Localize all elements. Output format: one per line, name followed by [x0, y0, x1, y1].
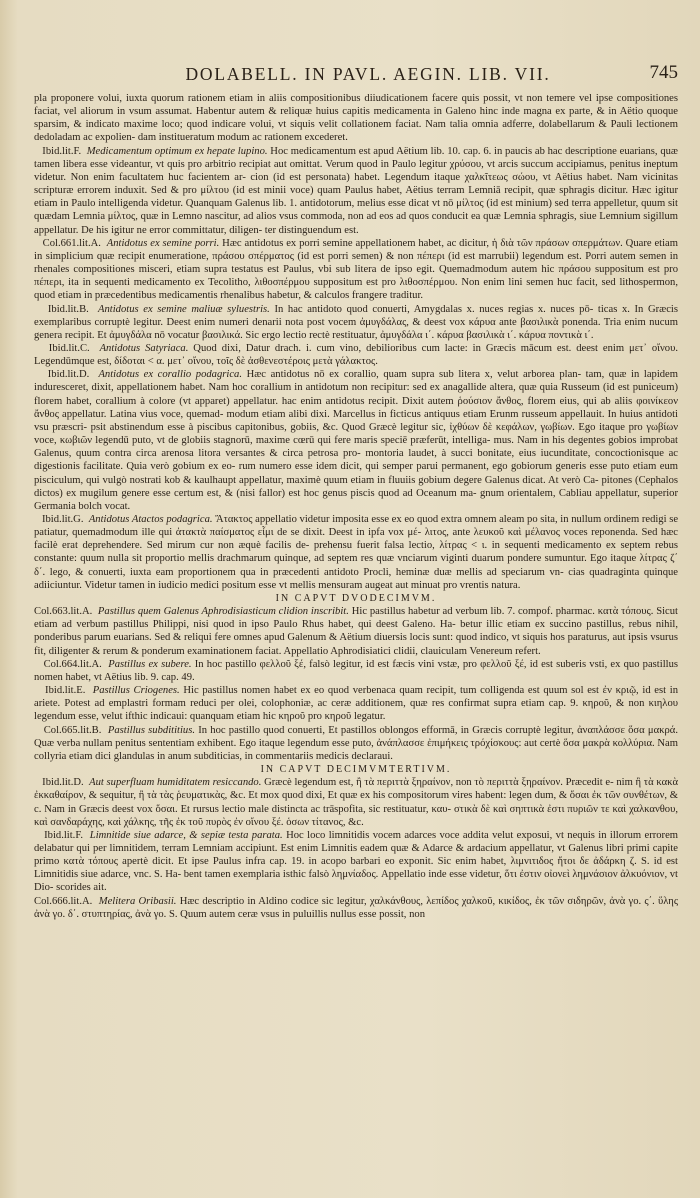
paragraph-text: Hoc medicamentum est apud Aëtium lib. 10. cap. 6. in paucis ab hac descriptione euarians, quæ tamen libera esse videantur, vt quis pro arbitrio recipiat aut omittat. Verum quod in Paulo legitur χρύσου, vt arcis succum accipiamus, penitus ineptum videtur. Non enim facultatem huc facientem ar- cion (id est personata) habet. Legendum itaque χαλκῖτεως σώου, vt Aëtius habet. Nam vicinitas scripturæ errorem induxit. Sed & pro μίλτου (id est minii voce) quam Paulus habet, Aëtius terram Lemniā recipit, quæ sphragis dicitur. Hæc igitur etiam in Paulo intelligenda videtur. Quanquam Galenus lib. 1. antidotorum, melius esse dicat vt nō μίλτος (id est minium) sed terra appelletur, quum sit quædam Lemnia μίλτος, quæ in Lemno nascitur, ad alios vsus commoda, non ad eos ad quos conducit ea quæ Lemnia sphragis, siue Lemnium sigillum appellatur. De his igitur ne error committatur, diligen- ter distinguendum est.	[34, 145, 679, 236]
entry-heading: Antidotus ex semine maliuæ syluestris.	[98, 303, 270, 315]
paragraph-text: Ἄτακτος appellatio videtur imposita esse ex eo quod extra omnem aleam po sita, in nullum ordinem redigi se patiatur, quemadmodum ille qui ἀτακτὰ παίσματος εἶμι de se dixit. Deest in ipfa vox μέ- λιτος, ante λευκοῦ καὶ μέλανος voces reponenda. Sed hæc facilè erat deprehendere. Sed mirum cur non æquè facilis de- prehensu fuerit falsa lectio, λίτρας < ι. in sequenti medicamento ex septem rebus constante: quum nulla sit proportio mellis drachmarum quinque, ad septem res quæ vnciarum viginti duarum pondere sumuntur. Ego itaque λίτρας ζ΄ δ΄. lego, & conuerti, iuxta eam proportionem qua in præcedenti antidoto Procli, heminæ duæ mellis ad speciarum vn- cias quadraginta quinque adiiciuntur. Videtur tamen in iudicio medici positum esse vt mellis mensuram augeat aut minuat pro vrentis natura.	[34, 514, 679, 591]
column-reference: Ibid.lit.F.	[42, 145, 82, 157]
entry-heading: Limnitide siue adarce, & sepiæ testa parata.	[89, 829, 283, 841]
column-reference: Ibid.lit.D.	[47, 369, 90, 381]
paragraph	[34, 684, 678, 723]
entry-heading: Pastillus subdititius.	[107, 724, 195, 736]
paragraph	[34, 605, 678, 658]
paragraph-text: Hoc loco limnitidis vocem adarces voce addita velut exposui, vt nequis in illorum errorem delabatur qui per limnitidem, terram Lemniam accipiunt. Est enim Limnitis eadem quæ & Adarce & ardacium appellatur, vt Galenus libri primi capite primo κατὰ τόπους apertè dicit. Et ipse Paulus infra cap. 19. in acopo barbari eo exponit. Sic enim habet, λιμνιτιδος ἤτοι δε ἀδάρκη ζ. S. id est Limnitidis siue adarce, vnc. S. Ha- bent tamen exemplaria isthic falsò λημνίαδος. Appellatio inde esse videtur, ὅτι ἐστιν οἰονεὶ λημνάσιον ἀλκυόνιον, vt Dio- scorides ait.	[34, 829, 679, 894]
paragraph	[34, 829, 678, 895]
paragraph	[34, 342, 678, 368]
column-reference: Ibid.lit.F.	[44, 829, 84, 841]
column-reference: Ibid.lit.B.	[47, 303, 89, 315]
column-reference: Ibid.lit.C.	[48, 342, 90, 354]
entry-heading: Antidotus ex semine porri.	[106, 237, 220, 249]
column-reference: Ibid.lit.D.	[42, 777, 84, 789]
paragraph-text: Hæc descriptio in Aldino codice sic legitur, χαλκάνθους, λεπίδος χαλκοῦ, κικίδος, ἐκ τῶν σιδηρῶν, ἀνὰ γο. ς΄. ὕλης ἀνὰ γο. δ΄. στυπτηρίας, ἀνὰ γο. S. Quum autem ceræ vsus in puluillis nullus esse possit, non	[34, 895, 679, 920]
paragraph-text: Hic pastillus nomen habet ex eo quod verbenaca quam recipit, tum colligenda est quum sol est ἐν κριῷ, id est in ariete. Potest ad emplastri formam reduci per olei, colophoniæ, ac ceræ additionem, quæ res confirmat supra etiam cap. 9. κηροῦ, & non κιηλου legendum esse, velut ifthic indicaui: quanquam etiam hic κηροῦ pro κηροῦ legatur.	[34, 685, 678, 723]
entry-heading: Aut superfluam humiditatem resiccando.	[89, 777, 262, 789]
section-heading: IN CAPVT DECIMVMTERTIVM.	[260, 764, 452, 776]
paragraph	[34, 513, 678, 592]
paragraph-text: pla proponere volui, iuxta quorum rationem etiam in aliis compositionibus diiudicationem facere quis possit, vt non temere vel ipse compositiones faciat, vel aliorum in vsum assumat. Habentur autem & reliquæ huius capitis medicamenta in Galeno hinc inde magna ex parte, & in Aëtio quoque sparsim, & indicato maxime loco; quod indicare volui, vt siquis velit collationem faciat. Nam talia omnia adferre, dolabellarum & Pauli lectionem dedoladam ac expolien- dam institueratum modum ac rationem excederet.	[34, 93, 678, 144]
running-title: DOLABELL. IN PAVL. AEGIN. LIB. VII.	[185, 64, 551, 84]
paragraph-text: In hac antidoto quod conuerti, Amygdalas x. nuces regias x. nuces pō- ticas x. In Græcis exemplaribus corruptè legitur. Deest enim numeri denarii nota post vocem ἀμυγδάλας, & deest vox κάρυα ante βασιλικὰ ponenda. Tria enim nucum genera recipit. Et ἀμυγδάλα nō vocatur βασιλικά. Sic ergo lectio rectè restituatur, ἀμυγδάλα ι΄. κάρυα βασιλικὰ ι΄. κάρυα ποντικὰ ι΄.	[34, 303, 678, 341]
paragraph-text: In hoc pastillo quod conuerti, Et pastillos oblongos efformā, in Græcis corruptè legitur, ἀναπλάσσε ὅσα μακρά. Quæ verba nullam penitus sententiam exhibent. Ego itaque legendum esse puto, ἀνάπλασσε ἐπιμήκεις τρόχίσκους: aut certè ὅσα μακρὰ κολλύρια. Nam collyria etiam dici glandulas in anum subditicias, in commentariis medicis declaraui.	[34, 724, 678, 762]
paragraph	[34, 724, 678, 763]
entry-heading: Antidotus Atactos podagrica.	[88, 514, 213, 525]
paragraph-text: Hæc antidotus ex porri semine appellationem habet, ac dicitur, ἡ διὰ τῶν πράσων σπερμάτων. Quare etiam in simplicium quæ recipit enumeratione, πράσου σπέρματος (id est porri semen) & non πέπερι (id est marrubii) legendum est. Porri autem semen in rhenales compositiones misceri, etiam supra testatus est Paulus, vbi sub litera de ipso egit. Quemadmodum autem hic πράσου suppositum est pro πέπερι, ita in sequenti medicamento ex Tecolitho, λιθοσπέρμου suppositum est pro λιθοσπέρμου. Non enim lini semen huc facit, sed lithospermon, quod etiam in præcedentibus medicamentis rhenalibus habetur, & calculos frangere traditur.	[34, 237, 678, 302]
column-reference: Ibid.lit.E.	[45, 685, 86, 697]
paragraph-text: Quod dixi, Datur drach. i. cum vino, debilioribus cum lacte: in Græcis mācum est. deest enim μετ᾽ οἴνου. Legendūmque est, δίδοται < α. μετ᾽ οἴνου, τοῖς δὲ ἀσθενεστέροις μετὰ γάλακτος.	[34, 342, 678, 368]
column-reference: Col.661.lit.A.	[42, 237, 101, 249]
paragraph	[34, 368, 678, 513]
running-head	[58, 64, 678, 85]
text-body	[34, 92, 678, 921]
paragraph	[34, 92, 678, 145]
entry-heading: Antidotus Satyriaca.	[99, 342, 189, 354]
column-reference: Col.663.lit.A.	[34, 606, 93, 618]
section-heading: IN CAPVT DVODECIMVM.	[275, 592, 437, 604]
paragraph	[34, 658, 678, 684]
column-reference: Col.664.lit.A.	[43, 658, 102, 670]
entry-heading: Pastillus ex subere.	[108, 658, 192, 670]
paragraph	[34, 303, 678, 342]
paragraph-text: Hic pastillus habetur ad verbum lib. 7. compof. pharmac. κατὰ τόπους. Sicut etiam ad verbum pastillus Philippi, nisi quod in ipso Paulo Rhus habet, qui deest Galeno. Ha- betur illic etiam ex succino pastillus, rebus nihil, ponderibus parum euarians. Sed & reliqui fere omnes apud Galenum & Aëtium diuersis locis sunt: quod indico, vt siquis hos paraturus, aut ipsis vsurus fit, diligenter & rerum & ponderum examinationem faciat. Appellatio Aphrodisiatici clidii, clauiculam Venereum refert.	[34, 606, 678, 657]
entry-heading: Antidotus ex corallio podagrica.	[98, 369, 242, 381]
paragraph	[34, 895, 678, 921]
column-reference: Ibid.lit.G.	[41, 514, 84, 525]
paragraph-text: In hoc pastillo φελλοῦ ξέ, falsò legitur, id est fæcis vini vstæ, pro φελλοῦ ξέ, id est suberis vsti, ex quo pastillus nomen habet, vt Aëtius lib. 9. cap. 49.	[34, 658, 679, 683]
entry-heading: Melitera Oribasii.	[98, 895, 177, 907]
entry-heading: Medicamentum optimum ex hepate lupino.	[86, 145, 268, 157]
paragraph-text: Græcè legendum est, ἢ τὰ περιττὰ ξηραίνον, non τὸ περιττὰ ξηραίνον. Præcedit e- nim ἢ τὰ κακὰ ἐκκαθαίρον, & sequitur, ἢ τὰ τὰς ῥευματικὰς, &c. Et mox quod dixi, Et quæ ex his compositorum vires habent: legen dum, & ὅσαι ἐκ τῶν συνθέτων, & c. Nam in Græcis deest vox ὅσαι. Et rursus lectio male distincta ac trāspofita, sic restituatur, καυ- στικὰ δὲ καὶ σηπτικὰ ἐστι πυριῶν τε καὶ χαλκανθου, καὶ σανδαράχης, καὶ χάλκης, τῆς ἐκ τοῦ πυρὸς ἐν οἴνου ξέ. ὁσων τίτανος, &c.	[34, 777, 679, 828]
entry-heading: Pastillus Criogenes.	[92, 685, 180, 697]
paragraph	[34, 145, 678, 237]
page-number: 745	[649, 62, 678, 83]
column-reference: Col.666.lit.A.	[34, 895, 93, 907]
paragraph-text: Hæc antidotus nō ex corallio, quam supra sub litera x, velut arborea plan- tam, quæ in lapidem induresceret, dixit, appellationem habet. Nam hoc corallium in antidotum non recipitur: sed ex anagallide altera, quæ quia Russeum (id est puniceum) florem habet, corallium à colore (vt apparet) appellatur. hac enim antidotus recipit. Dixit autem ῥούσιον ἄνθος, florem eius, qui ab aliis φοινίκεον ἄνθος appellatur. Latina vius voce, quemad- modum etiam alibi dixi. Marcellus in ficticus antiquus etiam Erunm russeum appellauit. In huius antidoti vsu præscri- psit abstinendum esse à piscibus capitonibus, gobiis, &c. Quod Græcè legitur sic, ἰχθύων δὲ κεφάλων, γωβίων. Ego itaque pro γωβίων voce, κωβιῶν legendū puto, vt de globiis stagnorū, maxime cœrū qui fere maris speciē præferūt, intelliga- mus. Nam in his degentes gobios improbat Galenus, quum contra circa arenosa litora versantes & circa petrosa pro- montoria laudet, à succi bonitate, eius iucunditate, concoctionisque ac digestionis facilitate. Quia verò gobium ex eo- rum numero esse idem dicit, qui semper parui permanent, ego gobiorum generis esse puto etiam eum pisciculum, qui vulgò nostrati kob & kaulhaupt appellatur, maximè quum etiam in fluuiis gobium degere Galenus dicat. At verò Ca- pitones (Cephalos dictos) ex mugilum genere esse certum est, & (nisi fallor) est hoc genus piscis quod ad Oceanum ma- gnum orientalem, Cabliau appellatur, superior Germania bolch vocat.	[34, 369, 678, 512]
column-reference: Col.665.lit.B.	[43, 724, 102, 736]
paragraph	[34, 776, 678, 829]
paragraph	[34, 237, 678, 303]
entry-heading: Pastillus quem Galenus Aphrodisiasticum clidion inscribit.	[97, 606, 349, 618]
